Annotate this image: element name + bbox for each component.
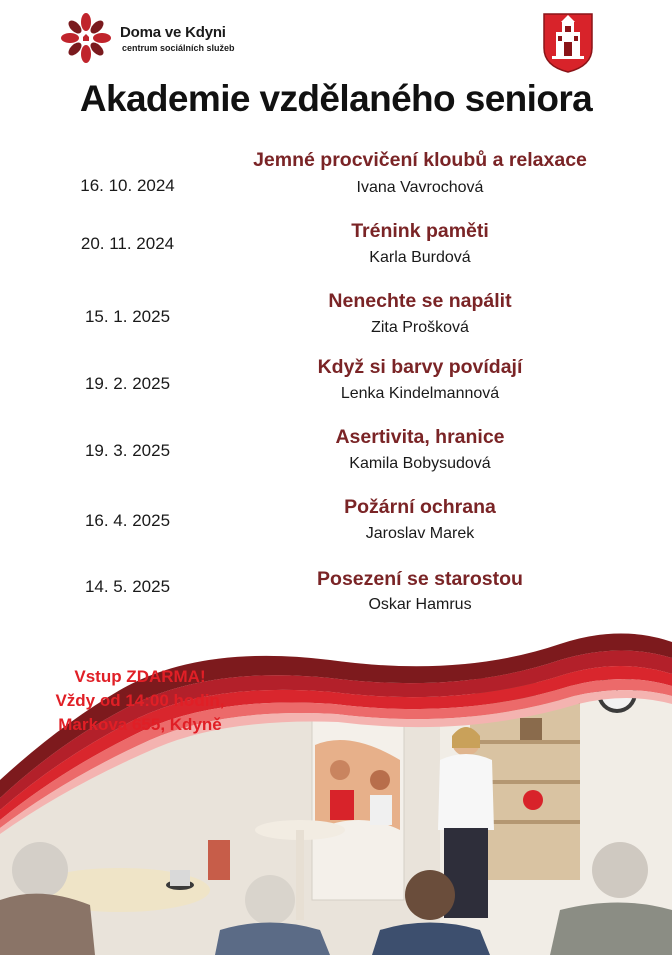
info-block xyxy=(30,665,250,737)
event-topic: Trénink paměti xyxy=(351,220,489,242)
event-lecturer: Karla Burdová xyxy=(369,249,471,266)
page-title: Akademie vzdělaného seniora xyxy=(79,78,593,119)
event-row xyxy=(0,495,672,555)
event-lecturer: Lenka Kindelmannová xyxy=(340,385,500,402)
event-date: 19. 3. 2025 xyxy=(84,441,171,460)
event-topic: Posezení se starostou xyxy=(317,568,523,590)
event-row xyxy=(0,287,672,347)
event-lecturer: Oskar Hamrus xyxy=(368,596,472,613)
event-date: 16. 4. 2025 xyxy=(84,511,171,530)
coat-of-arms-icon xyxy=(542,12,594,74)
event-row xyxy=(0,565,672,625)
event-date: 19. 2. 2025 xyxy=(84,374,171,393)
event-date: 20. 11. 2024 xyxy=(80,234,175,253)
organization-logo[interactable] xyxy=(60,12,235,64)
event-lecturer: Jaroslav Marek xyxy=(365,525,475,542)
event-row xyxy=(0,145,672,205)
hands-logo-icon xyxy=(60,12,112,64)
time-text: Vždy od 14:00 hodin, xyxy=(55,691,225,710)
event-lecturer: Zita Prošková xyxy=(371,319,469,336)
event-row xyxy=(0,217,672,277)
event-topic: Požární ochrana xyxy=(344,496,496,518)
event-row xyxy=(0,425,672,485)
event-topic: Asertivita, hranice xyxy=(335,426,505,448)
header xyxy=(0,0,672,80)
logo-name: Doma ve Kdyni xyxy=(120,23,226,41)
event-topic: Nenechte se napálit xyxy=(328,290,512,312)
event-topic: Jemné procvičení kloubů a relaxace xyxy=(253,149,587,171)
event-date: 16. 10. 2024 xyxy=(80,176,175,195)
event-topic: Když si barvy povídají xyxy=(317,356,523,378)
event-lecturer: Ivana Vavrochová xyxy=(356,179,484,196)
event-row xyxy=(0,355,672,415)
event-lecturer: Kamila Bobysudová xyxy=(349,455,491,472)
logo-subtitle: centrum sociálních služeb xyxy=(122,42,235,53)
event-date: 14. 5. 2025 xyxy=(84,577,171,596)
event-date: 15. 1. 2025 xyxy=(84,307,171,326)
free-entry-text: Vstup ZDARMA! xyxy=(74,667,206,686)
address-text: Markova 655, Kdyně xyxy=(58,715,222,734)
